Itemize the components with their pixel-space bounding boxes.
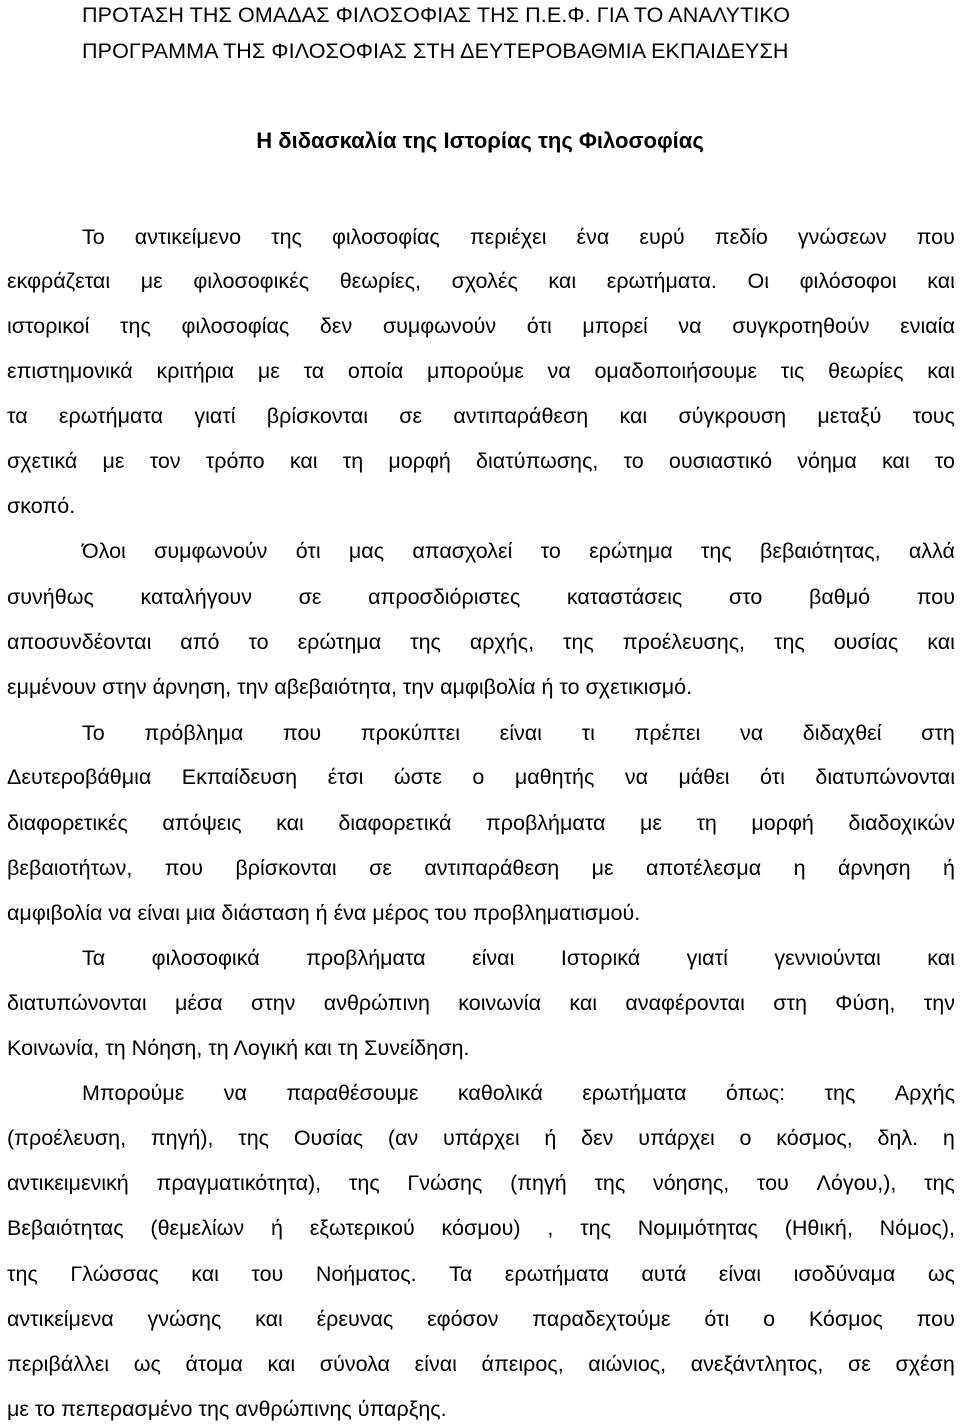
word: της (924, 1171, 955, 1195)
word: που (916, 1307, 955, 1331)
word: ότι (526, 314, 552, 338)
word: αποσυνδέονται (7, 630, 152, 654)
body-line (82, 943, 955, 973)
word: να (678, 314, 702, 338)
word: της (7, 1262, 38, 1286)
word: τι (581, 721, 595, 745)
word: που (916, 585, 955, 609)
word: εκφράζεται (7, 269, 111, 293)
word: είναι (472, 946, 515, 970)
word: καταλήγουν (140, 585, 252, 609)
word: της (563, 630, 594, 654)
word: του (756, 1171, 789, 1195)
word: το (248, 630, 269, 654)
word: (θεμελίων (150, 1216, 245, 1240)
word: Όλοι (82, 539, 126, 563)
word: διαφορετικά (338, 811, 452, 835)
word: ή (270, 1216, 283, 1240)
word: σε (298, 585, 322, 609)
word: αιώνιος, (588, 1352, 667, 1376)
word: της (410, 630, 441, 654)
word: σύγκρουση (678, 404, 787, 428)
word: (προέλευση, (7, 1126, 127, 1150)
word: μαθητής (514, 765, 595, 789)
word: Φύση, (835, 991, 896, 1015)
word: ότι (760, 765, 785, 789)
word: (αν (387, 1126, 419, 1150)
word: ότι (295, 539, 321, 563)
word: επιστημονικά (7, 359, 133, 383)
word: φιλοσοφίας (331, 225, 440, 249)
body-line (7, 1168, 955, 1198)
word: εξωτερικού (309, 1216, 415, 1240)
body-line: με το πεπερασμένο της ανθρώπινης ύπαρξης. (7, 1397, 447, 1421)
word: υπάρχει (638, 1126, 715, 1150)
word: γνώσης (147, 1307, 222, 1331)
word: και (548, 269, 577, 293)
word: το (934, 449, 955, 473)
word: ένα (576, 225, 610, 249)
word: τη (696, 811, 717, 835)
word: στη (773, 991, 807, 1015)
body-line (82, 222, 955, 252)
word: βεβαιότητας, (760, 539, 881, 563)
word: με (102, 449, 125, 473)
word: ενιαία (900, 314, 955, 338)
word: και (927, 630, 955, 654)
word: Τα (449, 1262, 473, 1286)
word: ευρύ (639, 225, 685, 249)
word: Γλώσσας (70, 1262, 159, 1286)
word: , (547, 1216, 554, 1240)
body-line (7, 808, 955, 838)
word: είναι (499, 721, 542, 745)
word: που (282, 721, 322, 745)
word: ώστε (393, 765, 442, 789)
word: συμφωνούν (382, 314, 497, 338)
body-line (7, 853, 955, 883)
word: προέλευσης, (622, 630, 746, 654)
word: να (624, 765, 648, 789)
word: γεννιούνται (774, 946, 881, 970)
word: με (591, 856, 614, 880)
word: Το (82, 721, 105, 745)
word: νόησης, (652, 1171, 730, 1195)
word: απόψεις (162, 811, 242, 835)
word: της (120, 314, 151, 338)
word: βεβαιοτήτων, (7, 856, 133, 880)
word: μεταξύ (817, 404, 882, 428)
word: ερώτημα (589, 539, 673, 563)
header-line-1: ΠΡΟΤΑΣΗ ΤΗΣ ΟΜΑΔΑΣ ΦΙΛΟΣΟΦΙΑΣ ΤΗΣ Π.Ε.Φ. ΓΙΑ ΤΟ ΑΝΑΛΥΤΙΚΟ (82, 3, 791, 27)
word: κόσμου) (441, 1216, 521, 1240)
word: θεωρίες (828, 359, 904, 383)
word: μέσα (174, 991, 223, 1015)
word: δεν (319, 314, 353, 338)
word: Οι (747, 269, 769, 293)
word: της (773, 630, 805, 654)
word: τα (303, 359, 325, 383)
body-line (7, 356, 955, 386)
word: βαθμό (809, 585, 871, 609)
word: τους (912, 404, 955, 428)
word: μάθει (678, 765, 730, 789)
word: ερωτήματα (58, 404, 164, 428)
word: αποτέλεσμα (646, 856, 762, 880)
word: (Ηθική, (784, 1216, 853, 1240)
word: διατύπωσης, (476, 449, 599, 473)
word: προκύπτει (360, 721, 460, 745)
word: μας (348, 539, 385, 563)
word: νόημα (797, 449, 857, 473)
body-line (7, 1123, 955, 1153)
word: και (881, 449, 910, 473)
word: άτομα (185, 1352, 243, 1376)
word: άρνηση (837, 856, 911, 880)
word: αντικείμενο (134, 225, 242, 249)
word: πρόβλημα (144, 721, 244, 745)
word: γιατί (686, 946, 728, 970)
body-line (7, 266, 955, 296)
word: κόσμος, (776, 1126, 853, 1150)
word: στο (728, 585, 763, 609)
body-line (82, 1078, 955, 1108)
word: να (547, 359, 571, 383)
word: και (927, 359, 955, 383)
body-line (7, 762, 955, 792)
word: σε (369, 856, 392, 880)
word: σύνολα (319, 1352, 390, 1376)
word: από (180, 630, 220, 654)
body-line (7, 401, 955, 431)
word: το (540, 539, 561, 563)
word: και (927, 946, 955, 970)
word: και (191, 1262, 219, 1286)
word: προβλήματα (306, 946, 426, 970)
word: Βεβαιότητας (7, 1216, 124, 1240)
word: Ιστορικά (560, 946, 641, 970)
word: ουσίας (833, 630, 899, 654)
word: τα (7, 404, 28, 428)
word: Ουσίας (293, 1126, 364, 1150)
word: συνήθως (7, 585, 94, 609)
word: τις (780, 359, 805, 383)
word: είναι (414, 1352, 457, 1376)
body-line (7, 1259, 955, 1289)
word: και (569, 991, 598, 1015)
word: αντικείμενα (7, 1307, 114, 1331)
word: και (619, 404, 648, 428)
word: και (276, 811, 304, 835)
word: γνώσεων (797, 225, 887, 249)
word: η (942, 1126, 955, 1150)
word: δηλ. (877, 1126, 919, 1150)
word: τον (149, 449, 181, 473)
word: γιατί (194, 404, 236, 428)
word: τη (342, 449, 364, 473)
body-line (7, 311, 955, 341)
word: με (257, 359, 280, 383)
body-line: Κοινωνία, τη Νόηση, τη Λογική και τη Συνείδηση. (7, 1036, 470, 1060)
word: η (793, 856, 806, 880)
word: διατυπώνονται (815, 765, 955, 789)
word: ο (763, 1307, 776, 1331)
word: και (267, 1352, 296, 1376)
word: διδαχθεί (802, 721, 882, 745)
word: αναφέρονται (625, 991, 745, 1015)
body-line (7, 1349, 955, 1379)
word: τρόπο (205, 449, 265, 473)
word: πρέπει (634, 721, 701, 745)
body-line (7, 446, 955, 476)
word: συγκροτηθούν (732, 314, 870, 338)
word: πραγματικότητα), (156, 1171, 322, 1195)
body-line (82, 718, 955, 748)
word: ότι (704, 1307, 730, 1331)
document-title: Η διδασκαλία της Ιστορίας της Φιλοσοφίας (256, 128, 704, 153)
word: θεωρίες, (339, 269, 421, 293)
word: Αρχής (894, 1081, 955, 1105)
word: ομαδοποιήσουμε (594, 359, 758, 383)
word: έρευνας (316, 1307, 394, 1331)
word: ως (133, 1352, 161, 1376)
word: κριτήρια (156, 359, 235, 383)
word: της (824, 1081, 856, 1105)
word: ανθρώπινη (323, 991, 430, 1015)
word: ο (739, 1126, 752, 1150)
word: διαδοχικών (848, 811, 955, 835)
word: αντιπαράθεση (424, 856, 560, 880)
word: και (289, 449, 318, 473)
word: Νοήματος. (315, 1262, 417, 1286)
word: να (223, 1081, 247, 1105)
word: οποία (347, 359, 404, 383)
word: της (348, 1171, 380, 1195)
body-line: αμφιβολία να είναι μια διάσταση ή ένα μέρος του προβληματισμού. (7, 901, 641, 925)
word: (πηγή (510, 1171, 567, 1195)
word: άπειρος, (481, 1352, 564, 1376)
word: Νομιμότητας (637, 1216, 758, 1240)
word: την (923, 991, 955, 1015)
word: που (164, 856, 203, 880)
word: ισοδύναμα (793, 1262, 896, 1286)
word: βρίσκονται (235, 856, 337, 880)
word: πηγή), (150, 1126, 214, 1150)
word: συμφωνούν (154, 539, 268, 563)
word: κοινωνία (458, 991, 542, 1015)
word: ερωτήματα. (606, 269, 717, 293)
word: υπάρχει (443, 1126, 520, 1150)
word: σχέση (895, 1352, 955, 1376)
word: διατυπώνονται (7, 991, 147, 1015)
word: με (140, 269, 163, 293)
word: Τα (82, 946, 106, 970)
word: απασχολεί (412, 539, 513, 563)
word: να (739, 721, 764, 745)
word: εφόσον (427, 1307, 499, 1331)
word: ως (927, 1262, 955, 1286)
word: αντικειμενική (7, 1171, 129, 1195)
word: παραθέσουμε (286, 1081, 419, 1105)
word: ο (472, 765, 485, 789)
word: αυτά (641, 1262, 687, 1286)
body-line: σκοπό. (7, 494, 76, 518)
word: Κόσμος (808, 1307, 883, 1331)
body-line (82, 536, 955, 566)
body-line (7, 988, 955, 1018)
word: του (251, 1262, 284, 1286)
word: στην (250, 991, 296, 1015)
word: φιλοσοφίας (181, 314, 290, 338)
body-line (7, 1304, 955, 1334)
word: βρίσκονται (266, 404, 369, 428)
body-line (7, 1213, 955, 1243)
word: της (580, 1216, 611, 1240)
word: προβλήματα (485, 811, 606, 835)
word: παραδεχτούμε (532, 1307, 671, 1331)
word: στη (921, 721, 955, 745)
word: περιέχει (469, 225, 547, 249)
word: Μπορούμε (82, 1081, 185, 1105)
word: ουσιαστικό (668, 449, 773, 473)
word: αντιπαράθεση (453, 404, 589, 428)
word: δεν (581, 1126, 614, 1150)
word: της (271, 225, 302, 249)
word: φιλοσοφικές (193, 269, 310, 293)
word: καταστάσεις (566, 585, 683, 609)
word: καθολικά (457, 1081, 543, 1105)
word: Νόμος), (879, 1216, 955, 1240)
word: σε (848, 1352, 871, 1376)
word: αρχής, (469, 630, 535, 654)
word: της (594, 1171, 626, 1195)
word: πεδίο (714, 225, 768, 249)
body-line (7, 627, 955, 657)
header-line-2: ΠΡΟΓΡΑΜΜΑ ΤΗΣ ΦΙΛΟΣΟΦΙΑΣ ΣΤΗ ΔΕΥΤΕΡΟΒΑΘΜΙΑ ΕΚΠΑΙΔΕΥΣΗ (82, 39, 789, 63)
word: ανεξάντλητος, (690, 1352, 824, 1376)
word: φιλόσοφοι (799, 269, 897, 293)
word: και (255, 1307, 283, 1331)
word: διαφορετικές (7, 811, 128, 835)
word: της (238, 1126, 270, 1150)
word: ή (943, 856, 955, 880)
body-line: εμμένουν στην άρνηση, την αβεβαιότητα, την αμφιβολία ή το σχετικισμό. (7, 675, 693, 699)
word: μορφή (751, 811, 814, 835)
word: που (916, 225, 955, 249)
word: το (623, 449, 644, 473)
word: φιλοσοφικά (151, 946, 260, 970)
word: ερωτήματα (504, 1262, 609, 1286)
body-line (7, 582, 955, 612)
word: ή (544, 1126, 557, 1150)
word: περιβάλλει (7, 1352, 110, 1376)
word: Δευτεροβάθμια (7, 765, 152, 789)
word: Λόγου,), (816, 1171, 897, 1195)
word: όπως: (725, 1081, 786, 1105)
word: της (700, 539, 732, 563)
word: Γνώσης (407, 1171, 483, 1195)
word: έτσι (327, 765, 364, 789)
word: μπορούμε (427, 359, 524, 383)
word: Εκπαίδευση (181, 765, 298, 789)
word: ερώτημα (297, 630, 382, 654)
word: Το (82, 225, 105, 249)
word: με (639, 811, 662, 835)
word: απροσδιόριστες (368, 585, 521, 609)
word: σχολές (451, 269, 518, 293)
word: σχετικά (7, 449, 78, 473)
word: μορφή (388, 449, 451, 473)
word: είναι (718, 1262, 762, 1286)
word: και (927, 269, 955, 293)
word: ιστορικοί (7, 314, 90, 338)
word: αλλά (908, 539, 955, 563)
word: ερωτήματα (582, 1081, 687, 1105)
word: σε (399, 404, 423, 428)
word: μπορεί (582, 314, 648, 338)
